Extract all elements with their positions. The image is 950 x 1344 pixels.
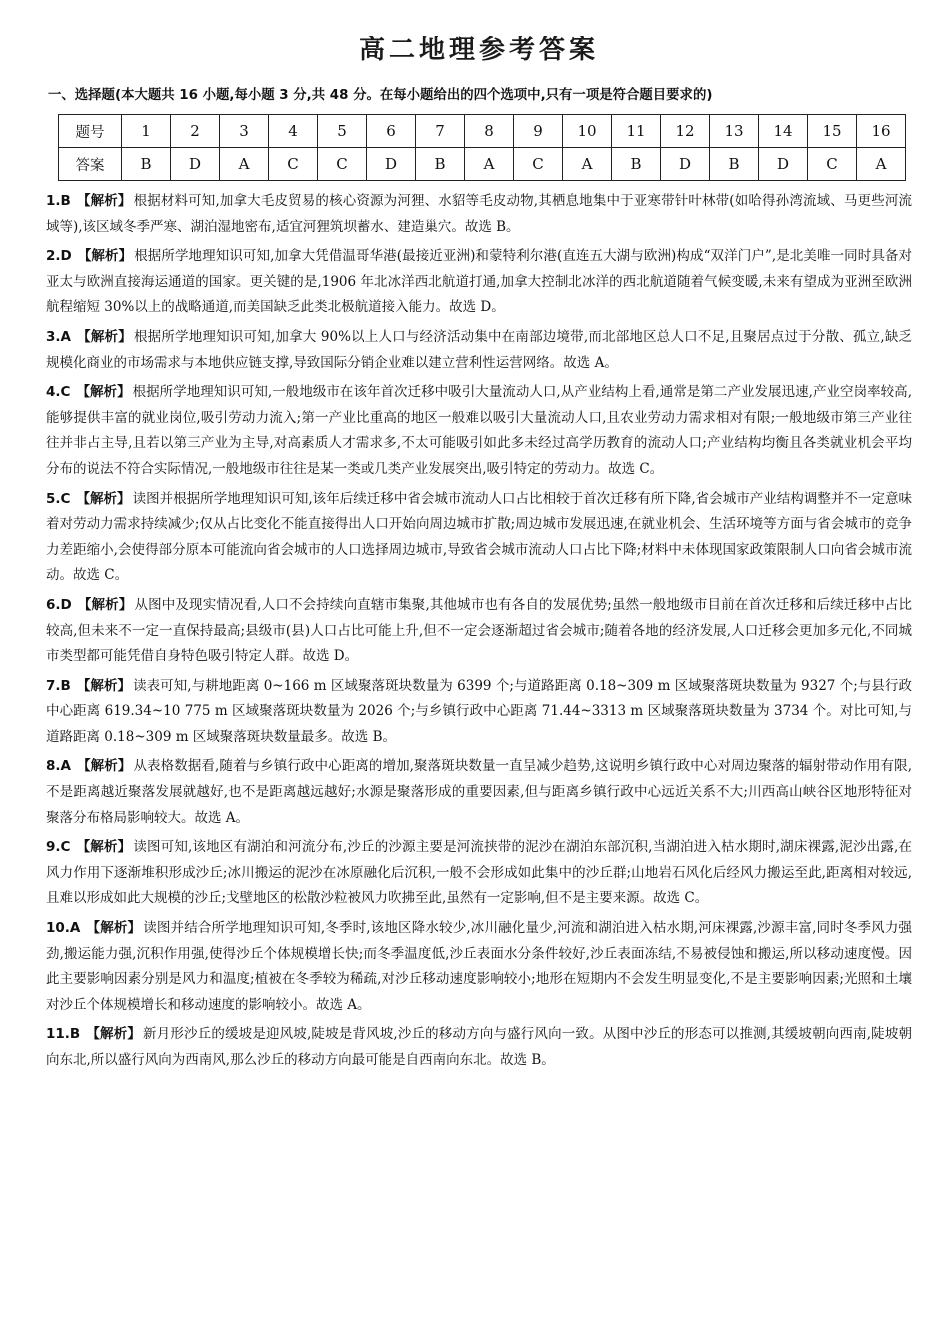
row-label-answer: 答案 bbox=[59, 148, 122, 181]
explanation-item bbox=[46, 380, 912, 482]
explanation-item bbox=[46, 189, 912, 240]
item-number: 1.B bbox=[46, 193, 71, 209]
explanation-item bbox=[46, 244, 912, 321]
item-explanation-text: 根据材料可知,加拿大毛皮贸易的核心资源为河狸、水貂等毛皮动物,其栖息地集中于亚寒带针叶林带(如哈得孙湾流域、马更些河流域等),该区域冬季严寒、湖泊湿地密布,适宜河狸筑坝蓄水、建造巢穴。故选 B。 bbox=[46, 193, 912, 235]
analysis-tag: 【解析】 bbox=[76, 193, 132, 209]
explanation-item bbox=[46, 325, 912, 376]
analysis-tag: 【解析】 bbox=[86, 1026, 142, 1043]
explanation-item bbox=[46, 487, 912, 589]
answer-row bbox=[59, 148, 906, 181]
question-number-cell: 4 bbox=[269, 115, 318, 148]
item-explanation-text: 读图并根据所学地理知识可知,该年后续迁移中省会城市流动人口占比相较于首次迁移有所下降,省会城市产业结构调整并不一定意味着对劳动力需求持续减少;仅从占比变化不能直接得出人口开始向周边城市扩散;周边城市发展迅速,在就业机会、生活环境等方面与省会城市的竞争力差距缩小,会使得部分原本可能流向省会城市的人口选择周边城市,导致省会城市流动人口占比下降;材料中未体现国家政策限制人口向省会城市流动。故选 C。 bbox=[46, 490, 912, 584]
answer-cell: B bbox=[122, 148, 171, 181]
answer-cell: B bbox=[612, 148, 661, 181]
explanation-item bbox=[46, 835, 912, 912]
explanation-item bbox=[46, 593, 912, 670]
analysis-tag: 【解析】 bbox=[76, 328, 132, 345]
question-number-cell: 11 bbox=[612, 115, 661, 148]
question-number-cell: 16 bbox=[857, 115, 906, 148]
item-explanation-text: 根据所学地理知识可知,加拿大 90%以上人口与经济活动集中在南部边境带,而北部地区总人口不足,且聚居点过于分散、孤立,缺乏规模化商业的市场需求与本地供应链支撑,导致国际分销企业难以建立营利性运营网络。故选 A。 bbox=[46, 328, 913, 371]
explanation-item bbox=[46, 674, 912, 751]
item-number: 8.A bbox=[46, 758, 71, 775]
analysis-tag: 【解析】 bbox=[86, 920, 142, 937]
question-number-cell: 2 bbox=[171, 115, 220, 148]
question-number-cell: 6 bbox=[367, 115, 416, 148]
item-explanation-text: 根据所学地理知识可知,加拿大凭借温哥华港(最接近亚洲)和蒙特利尔港(直连五大湖与欧洲)构成“双洋门户”,是北美唯一同时具备对亚太与欧洲直接海运通道的国家。更关键的是,1906 年北冰洋西北航道打通,加拿大控制北冰洋的西北航道随着气候变暖,未来有望成为亚洲至欧洲航程缩短 30%以上的战略通道,而美国缺乏此类北极航道接入能力。故选 D。 bbox=[46, 248, 913, 316]
answer-cell: B bbox=[416, 148, 465, 181]
explanation-list bbox=[46, 189, 912, 1074]
answer-cell: C bbox=[318, 148, 367, 181]
analysis-tag: 【解析】 bbox=[76, 758, 132, 775]
answer-table bbox=[58, 114, 906, 181]
item-number: 6.D bbox=[46, 596, 72, 613]
item-number: 7.B bbox=[46, 677, 71, 694]
analysis-tag: 【解析】 bbox=[77, 248, 133, 265]
item-number: 4.C bbox=[46, 384, 71, 401]
analysis-tag: 【解析】 bbox=[76, 490, 131, 507]
item-number: 10.A bbox=[46, 920, 81, 937]
analysis-tag: 【解析】 bbox=[77, 596, 133, 613]
answer-cell: C bbox=[269, 148, 318, 181]
item-explanation-text: 读图可知,该地区有湖泊和河流分布,沙丘的沙源主要是河流挟带的泥沙在湖泊东部沉积,当湖泊进入枯水期时,湖床裸露,泥沙出露,在风力作用下逐渐堆积形成沙丘;冰川搬运的泥沙在冰原融化后沉积,一般不会形成如此集中的沙丘群;山地岩石风化后经风力搬运至此,距离相对较远,且难以形成如此大规模的沙丘;戈壁地区的松散沙粒被风力吹拂至此,虽然有一定影响,但不是主要来源。故选 C。 bbox=[46, 839, 913, 907]
explanation-item bbox=[46, 1022, 912, 1073]
question-number-row bbox=[59, 115, 906, 148]
question-number-cell: 9 bbox=[514, 115, 563, 148]
item-explanation-text: 从表格数据看,随着与乡镇行政中心距离的增加,聚落斑块数量一直呈减少趋势,这说明乡镇行政中心对周边聚落的辐射带动作用有限,不是距离越近聚落发展就越好,也不是距离越远越好;水源是聚落形成的重要因素,但与距离乡镇行政中心远近关系不大;川西高山峡谷区地形特征对聚落分布格局影响较大。故选 A。 bbox=[46, 758, 913, 826]
item-explanation-text: 新月形沙丘的缓坡是迎风坡,陡坡是背风坡,沙丘的移动方向与盛行风向一致。从图中沙丘的形态可以推测,其缓坡朝向西南,陡坡朝向东北,所以盛行风向为西南风,那么沙丘的移动方向最可能是自西南向东北。故选 B。 bbox=[46, 1026, 913, 1068]
answer-cell: A bbox=[857, 148, 906, 181]
question-number-cell: 14 bbox=[759, 115, 808, 148]
answer-cell: C bbox=[808, 148, 857, 181]
item-number: 11.B bbox=[46, 1026, 81, 1043]
explanation-item bbox=[46, 916, 912, 1018]
question-number-cell: 12 bbox=[661, 115, 710, 148]
item-explanation-text: 读表可知,与耕地距离 0~166 m 区域聚落斑块数量为 6399 个;与道路距离 0.18~309 m 区域聚落斑块数量为 9327 个;与县行政中心距离 619.34~10 775 m 区域聚落斑块数量为 2026 个;与乡镇行政中心距离 71.44~3313 m 区域聚落斑块数量为 3734 个。对比可知,与道路距离 0.18~309 m 区域聚落斑块数量最多。故选 B。 bbox=[46, 677, 913, 745]
question-number-cell: 15 bbox=[808, 115, 857, 148]
answer-cell: B bbox=[710, 148, 759, 181]
answer-cell: D bbox=[661, 148, 710, 181]
item-explanation-text: 根据所学地理知识可知,一般地级市在该年首次迁移中吸引大量流动人口,从产业结构上看,通常是第二产业发展迅速,产业空岗率较高,能够提供丰富的就业岗位,吸引劳动力流入;第一产业比重高的地区一般难以吸引大量流动人口,且农业劳动力需求相对有限;一般地级市第三产业往往并非占主导,且若以第三产业为主导,对高素质人才需求多,不太可能吸引如此多未经过高学历教育的流动人口;产业结构均衡且各类就业机会平均分布的说法不符合实际情况,一般地级市往往是某一类或几类产业发展突出,吸引特定的劳动力。故选 C。 bbox=[46, 384, 912, 477]
item-explanation-text: 读图并结合所学地理知识可知,冬季时,该地区降水较少,冰川融化量少,河流和湖泊进入枯水期,河床裸露,沙源丰富,同时冬季风力强劲,搬运能力强,沉积作用强,使得沙丘个体规模增长快;而冬季温度低,沙丘表面水分条件较好,沙丘表面冻结,不易被侵蚀和搬运,所以移动速度慢。因此主要影响因素分别是风力和温度;植被在冬季较为稀疏,对沙丘移动速度影响较小;地形在短期内不会发生明显变化,不是主要影响因素;光照和土壤对沙丘个体规模增长和移动速度的影响较小。故选 A。 bbox=[46, 920, 913, 1013]
answer-cell: D bbox=[171, 148, 220, 181]
row-label-question-number: 题号 bbox=[59, 115, 122, 148]
item-number: 9.C bbox=[46, 839, 71, 856]
page-title: 高二地理参考答案 bbox=[358, 36, 599, 64]
question-number-cell: 5 bbox=[318, 115, 367, 148]
item-number: 2.D bbox=[46, 248, 72, 265]
question-number-cell: 7 bbox=[416, 115, 465, 148]
item-number: 3.A bbox=[46, 328, 71, 345]
analysis-tag: 【解析】 bbox=[76, 839, 132, 856]
answer-cell: A bbox=[465, 148, 514, 181]
question-number-cell: 10 bbox=[563, 115, 612, 148]
answer-cell: A bbox=[220, 148, 269, 181]
analysis-tag: 【解析】 bbox=[76, 384, 131, 401]
item-explanation-text: 从图中及现实情况看,人口不会持续向直辖市集聚,其他城市也有各自的发展优势;虽然一般地级市目前在首次迁移和后续迁移中占比较高,但未来不一定一直保持最高;县级市(县)人口占比可能上升,但不一定会逐渐超过省会城市;随着各地的经济发展,人口迁移会更加多元化,不同城市类型都可能凭借自身特色吸引特定人群。故选 D。 bbox=[46, 596, 912, 665]
analysis-tag: 【解析】 bbox=[76, 677, 132, 694]
question-number-cell: 13 bbox=[710, 115, 759, 148]
question-number-cell: 3 bbox=[220, 115, 269, 148]
item-number: 5.C bbox=[46, 490, 71, 507]
section-header: 一、选择题(本大题共 16 小题,每小题 3 分,共 48 分。在每小题给出的四个选项中,只有一项是符合题目要求的) bbox=[48, 88, 713, 103]
question-number-cell: 1 bbox=[122, 115, 171, 148]
explanation-item bbox=[46, 754, 912, 831]
answer-cell: D bbox=[759, 148, 808, 181]
answer-cell: A bbox=[563, 148, 612, 181]
question-number-cell: 8 bbox=[465, 115, 514, 148]
answer-cell: D bbox=[367, 148, 416, 181]
answer-cell: C bbox=[514, 148, 563, 181]
